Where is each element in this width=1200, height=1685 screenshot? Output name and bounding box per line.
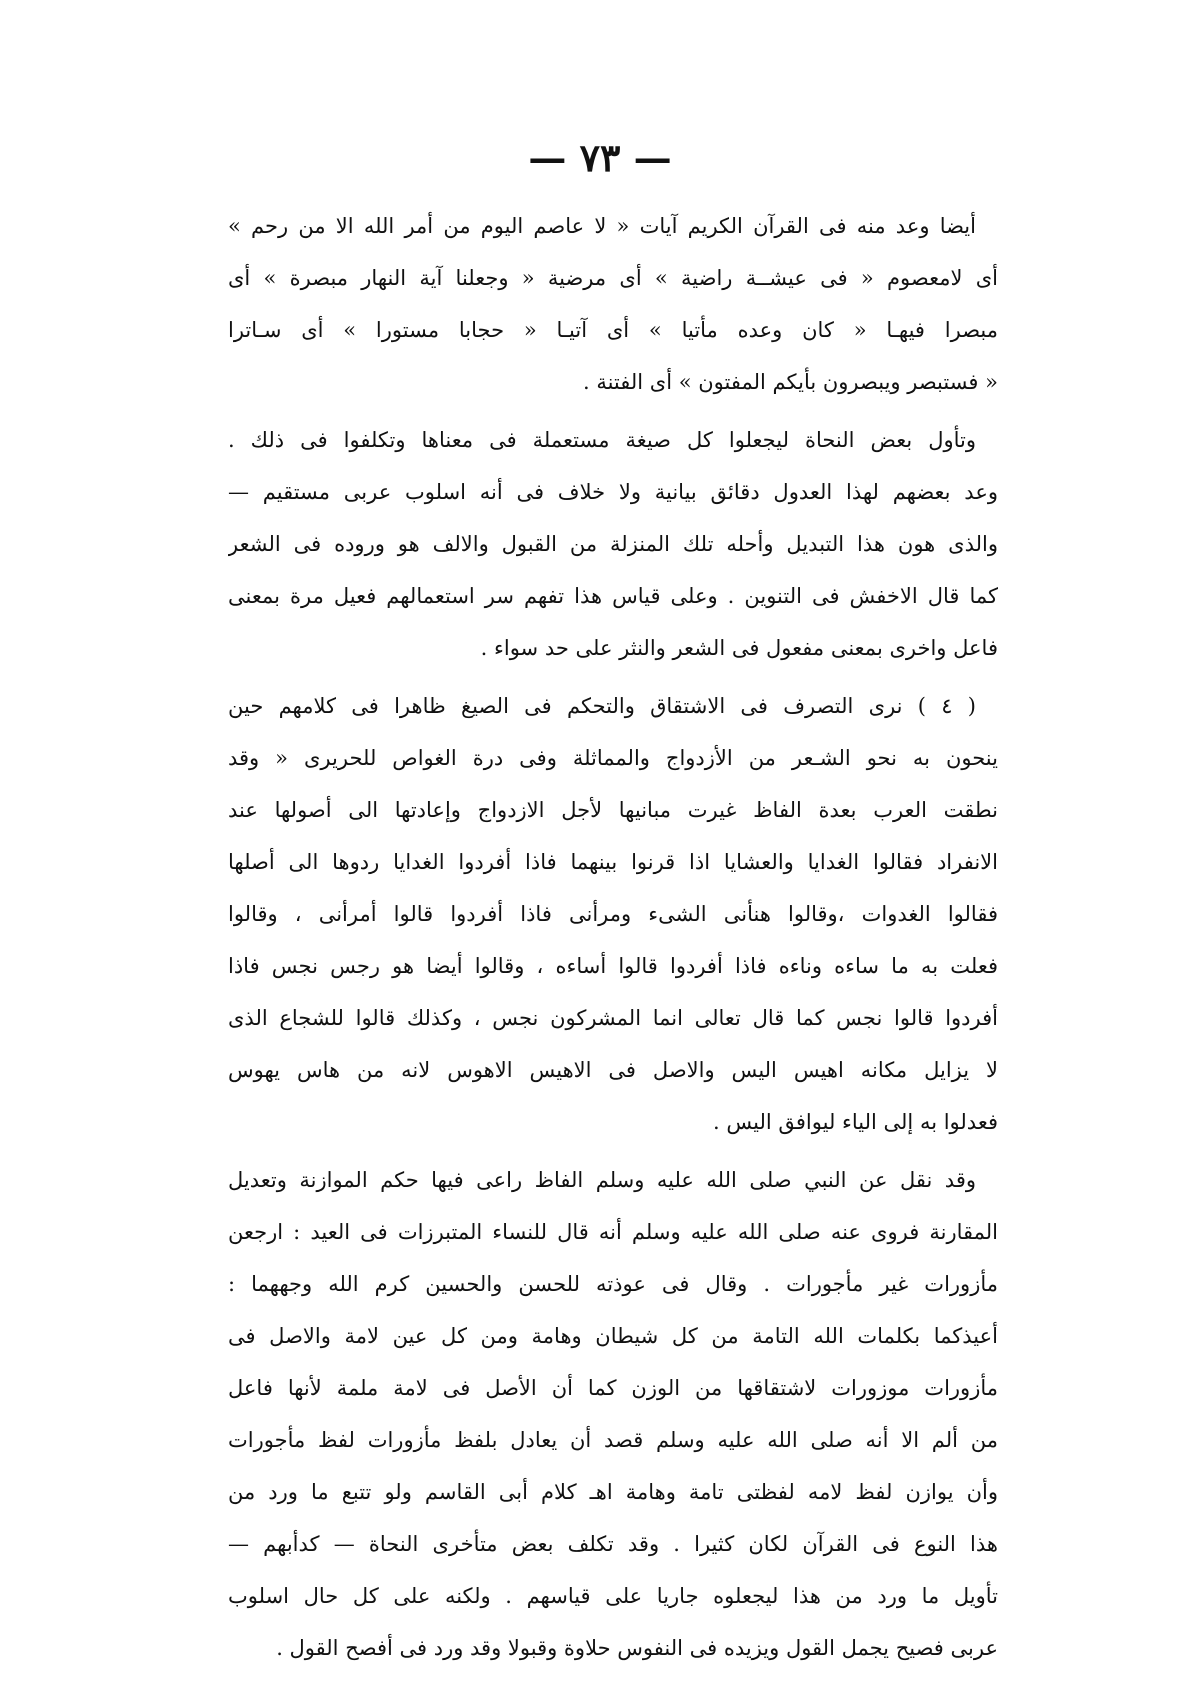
text-line: هذا النوع فى القرآن لكان كثيرا . وقد تكلف بعض متأخرى النحاة — كدأبهم — (228, 1532, 998, 1556)
text-line: « فستبصر ويبصرون بأيكم المفتون » أى الفتنة . (582, 370, 998, 394)
text-line: فقالوا الغدوات ،وقالوا هنأنى الشىء ومرأنى فاذا أفردوا قالوا أمرأنى ، وقالوا (228, 902, 998, 926)
text-line: ينحون به نحو الشـعر من الأزدواج والمماثلة وفى درة الغواص للحريرى « وقد (228, 746, 998, 770)
paragraph (228, 414, 998, 674)
text-line: فعلت به ما ساءه وناءه فاذا أفردوا قالوا أساءه ، وقالوا أيضا هو رجس نجس فاذا (228, 954, 998, 978)
text-line: مبصرا فيهـا « كان وعده مأتيا » أى آتيـا « حجابا مستورا » أى سـاترا (228, 318, 998, 342)
paragraph (228, 200, 998, 408)
paragraph (228, 1154, 998, 1674)
text-line: ( ٤ ) نرى التصرف فى الاشتقاق والتحكم فى الصيغ ظاهرا فى كلامهم حين (228, 694, 976, 718)
text-line: مأزورات غير مأجورات . وقال فى عوذته للحسن والحسين كرم الله وجههما : (228, 1272, 998, 1296)
text-line: كما قال الاخفش فى التنوين . وعلى قياس هذا تفهم سر استعمالهم فعيل مرة بمعنى (228, 584, 998, 608)
text-line: أعيذكما بكلمات الله التامة من كل شيطان وهامة ومن كل عين لامة والاصل فى (228, 1324, 998, 1348)
text-line: من ألم الا أنه صلى الله عليه وسلم قصد أن يعادل بلفظ مأزورات لفظ مأجورات (228, 1428, 998, 1452)
text-line: الانفراد فقالوا الغدايا والعشايا اذا قرنوا بينهما فاذا أفردوا الغدايا ردوها الى أصلها (228, 850, 998, 874)
text-line: المقارنة فروى عنه صلى الله عليه وسلم أنه قال للنساء المتبرزات فى العيد : ارجعن (228, 1220, 998, 1244)
body-text (228, 200, 998, 1674)
text-line: فاعل واخرى بمعنى مفعول فى الشعر والنثر على حد سواء . (480, 636, 998, 660)
text-line: لا يزايل مكانه اهيس اليس والاصل فى الاهيس الاهوس لانه من هاس يهوس (228, 1058, 998, 1082)
text-line: وأن يوازن لفظ لامه لفظتى تامة وهامة اهـ كلام أبى القاسم ولو تتبع ما ورد من (228, 1480, 998, 1504)
text-line: أى لامعصوم « فى عيشــة راضية » أى مرضية « وجعلنا آية النهار مبصرة » أى (228, 266, 998, 290)
text-line: وتأول بعض النحاة ليجعلوا كل صيغة مستعملة فى معناها وتكلفوا فى ذلك . (228, 428, 976, 452)
text-line: فعدلوا به إلى الياء ليوافق اليس . (713, 1110, 998, 1134)
paragraph (228, 680, 998, 1148)
text-line: والذى هون هذا التبديل وأحله تلك المنزلة من القبول والالف هو وروده فى الشعر (228, 532, 998, 556)
text-line: نطقت العرب بعدة الفاظ غيرت مبانيها لأجل الازدواج وإعادتها الى أصولها عند (228, 798, 998, 822)
text-line: عربى فصيح يجمل القول ويزيده فى النفوس حلاوة وقبولا وقد ورد فى أفصح القول . (276, 1636, 998, 1660)
page-number: — ٧٣ — (528, 135, 672, 180)
text-line: وعد بعضهم لهذا العدول دقائق بيانية ولا خلاف فى أنه اسلوب عربى مستقيم — (228, 480, 998, 504)
text-line: تأويل ما ورد من هذا ليجعلوه جاريا على قياسهم . ولكنه على كل حال اسلوب (228, 1584, 998, 1608)
text-line: وقد نقل عن النبي صلى الله عليه وسلم الفاظ راعى فيها حكم الموازنة وتعديل (228, 1168, 976, 1192)
text-line: أيضا وعد منه فى القرآن الكريم آيات « لا عاصم اليوم من أمر الله الا من رحم » (228, 214, 976, 238)
text-line: مأزورات موزورات لاشتقاقها من الوزن كما أن الأصل فى لامة ملمة لأنها فاعل (228, 1376, 998, 1400)
text-line: أفردوا قالوا نجس كما قال تعالى انما المشركون نجس ، وكذلك قالوا للشجاع الذى (228, 1006, 998, 1030)
